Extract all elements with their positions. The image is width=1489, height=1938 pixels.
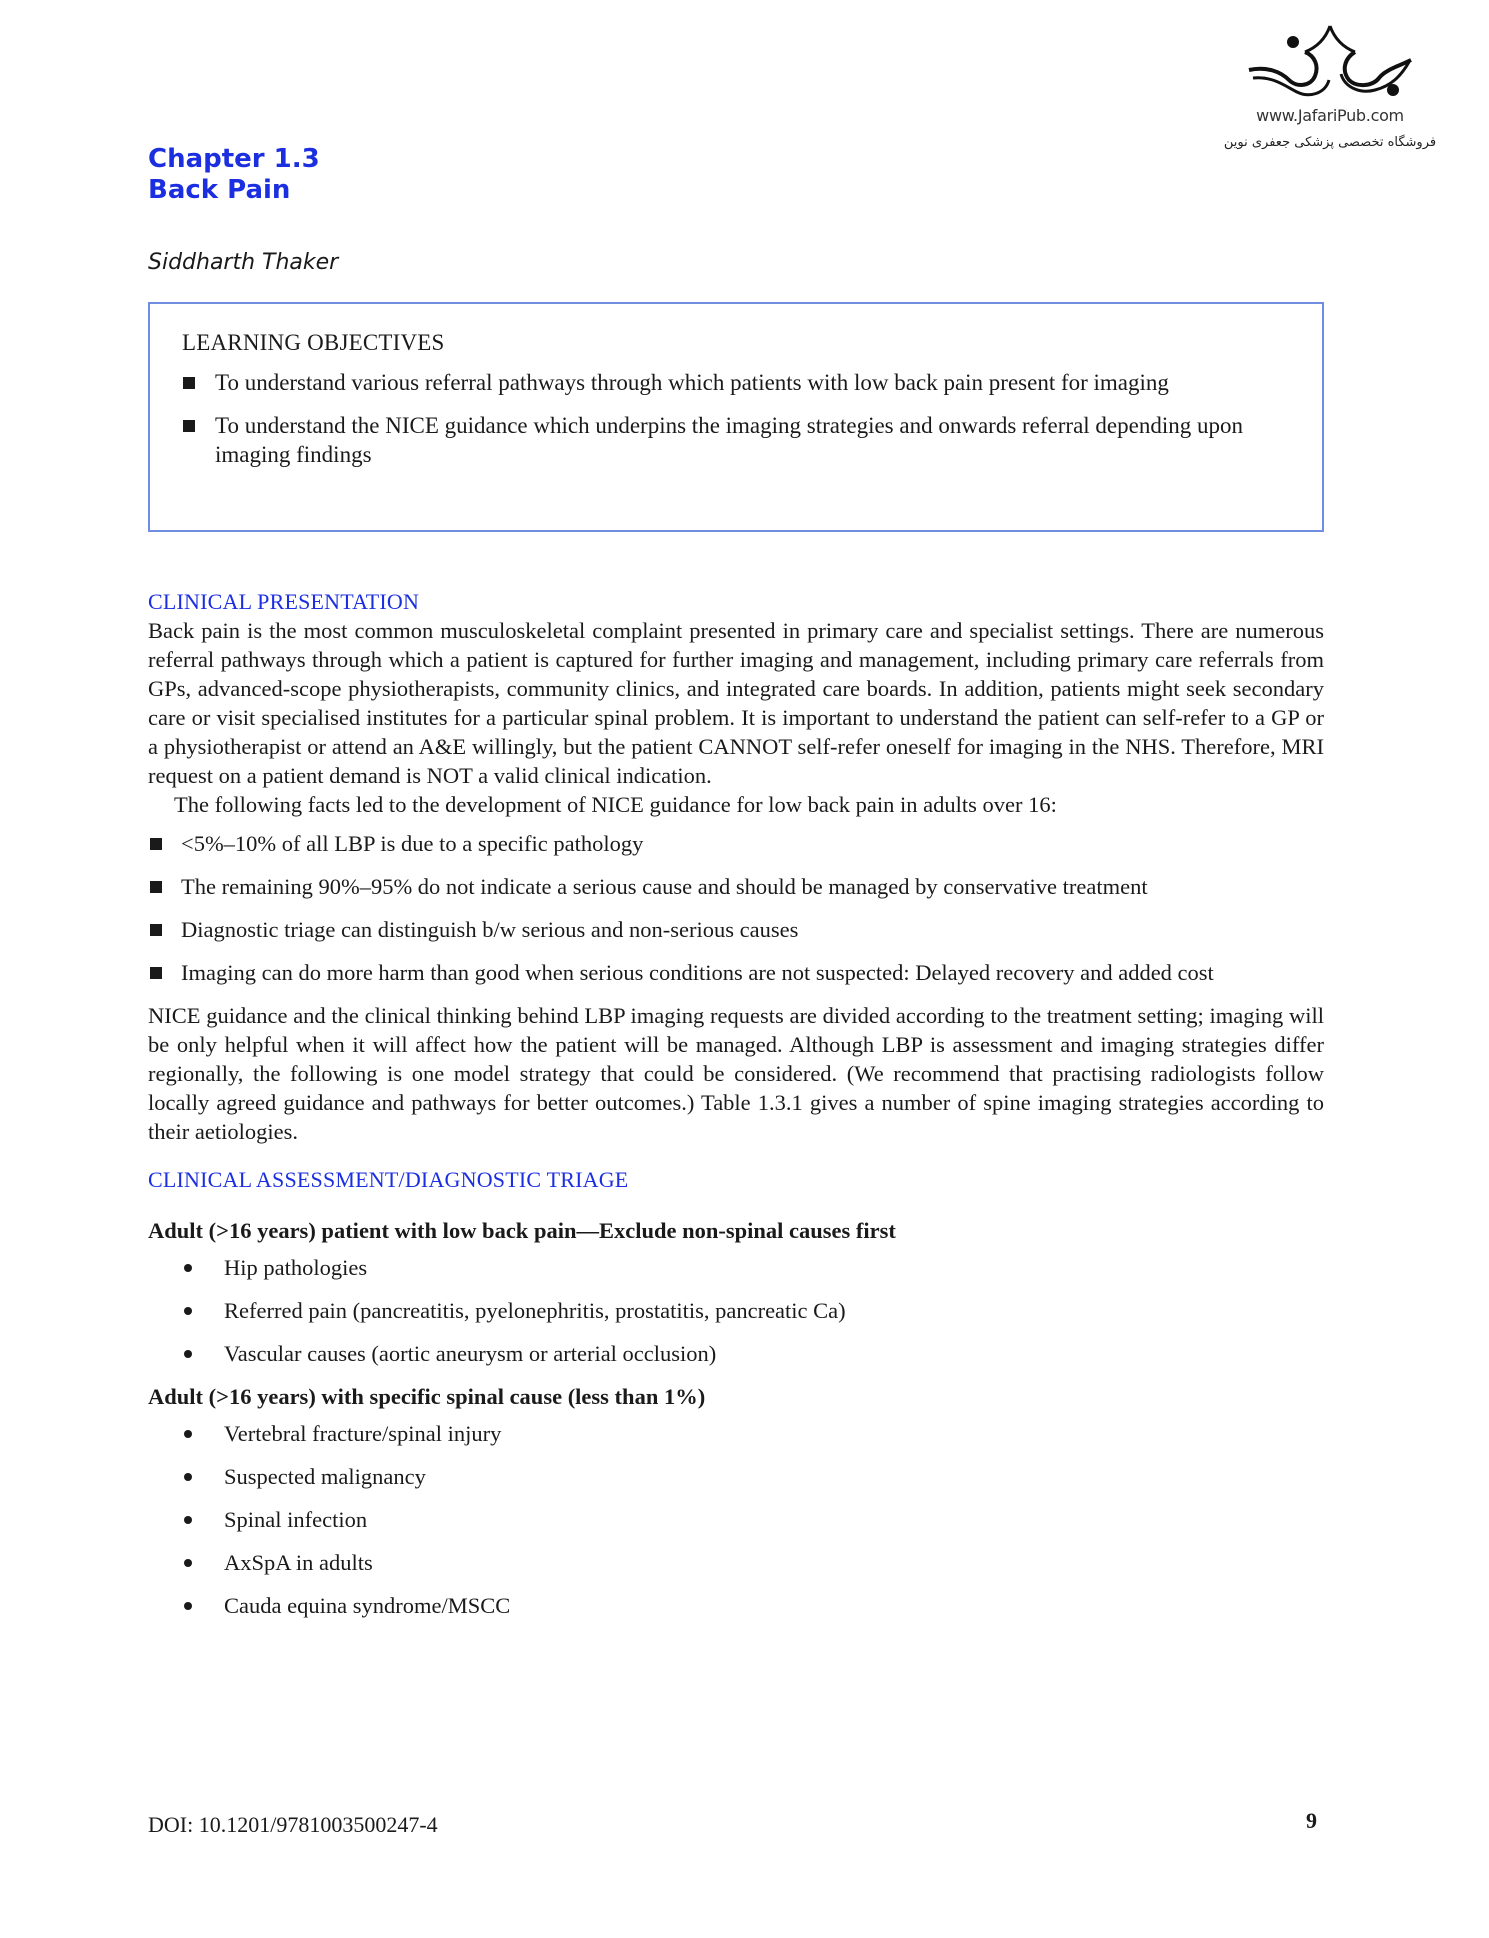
- paragraph: Back pain is the most common musculoskeletal complaint presented in primary care and specialist settings. There are numerous referral pathways through which a patient is captured for further imaging and management, including primary care referrals from GPs, advanced-scope physiotherapists, community clinics, and integrated care boards. In addition, patients might seek secondary care or visit specialised institutes for a particular spinal problem. It is important to understand the patient can self-refer to a GP or a physiotherapist or attend an A&E willingly, but the patient CANNOT self-refer oneself for imaging in the NHS. Therefore, MRI request on a patient demand is NOT a valid clinical indication.: [148, 618, 1324, 788]
- bullet-icon: [184, 1602, 192, 1610]
- subheading-specific-spinal-cause: Adult (>16 years) with specific spinal cause (less than 1%): [148, 1384, 706, 1409]
- square-bullet-icon: [150, 967, 162, 979]
- list-item-text: Vascular causes (aortic aneurysm or arterial occlusion): [224, 1341, 717, 1366]
- non-spinal-causes-list: [148, 1253, 1324, 1368]
- objective-text: To understand the NICE guidance which underpins the imaging strategies and onwards referral depending upon imaging findings: [215, 413, 1243, 467]
- bullet-icon: [184, 1264, 192, 1272]
- chapter-heading: [148, 144, 320, 206]
- list-item: [148, 1253, 1324, 1282]
- list-item-text: Hip pathologies: [224, 1255, 368, 1280]
- subheading-non-spinal-causes: Adult (>16 years) patient with low back pain—Exclude non-spinal causes first: [148, 1218, 896, 1243]
- list-item-text: <5%–10% of all LBP is due to a specific pathology: [181, 831, 644, 856]
- list-item: [148, 829, 1324, 858]
- bullet-icon: [184, 1307, 192, 1315]
- list-item: [148, 1591, 1324, 1620]
- objective-item: [182, 368, 1290, 397]
- bullet-icon: [184, 1350, 192, 1358]
- ornament-logo-icon: [1245, 22, 1415, 104]
- section-heading-clinical-presentation: CLINICAL PRESENTATION: [148, 589, 420, 614]
- square-bullet-icon: [183, 420, 195, 432]
- list-item-text: Suspected malignancy: [224, 1464, 426, 1489]
- page-number: 9: [1306, 1808, 1317, 1833]
- list-item: [148, 1548, 1324, 1577]
- list-item: [148, 915, 1324, 944]
- list-item-text: Vertebral fracture/spinal injury: [224, 1421, 502, 1446]
- learning-objectives-title: LEARNING OBJECTIVES: [182, 330, 445, 355]
- list-item: [148, 1419, 1324, 1448]
- bullet-icon: [184, 1473, 192, 1481]
- list-item: [148, 872, 1324, 901]
- facts-list: [148, 829, 1324, 987]
- chapter-title: Back Pain: [148, 175, 291, 205]
- list-item-text: Cauda equina syndrome/MSCC: [224, 1593, 511, 1618]
- section-heading-clinical-assessment: CLINICAL ASSESSMENT/DIAGNOSTIC TRIAGE: [148, 1167, 629, 1192]
- list-item-text: Referred pain (pancreatitis, pyelonephritis, prostatitis, pancreatic Ca): [224, 1298, 846, 1323]
- publisher-logo: [1210, 22, 1450, 172]
- objective-text: To understand various referral pathways through which patients with low back pain present for imaging: [215, 370, 1169, 395]
- bullet-icon: [184, 1559, 192, 1567]
- square-bullet-icon: [183, 377, 195, 389]
- learning-objectives-box: [148, 302, 1324, 532]
- logo-tagline: فروشگاه تخصصی پزشکی جعفری نوین: [1223, 135, 1437, 150]
- list-item-text: Imaging can do more harm than good when serious conditions are not suspected: Delayed recovery and added cost: [181, 960, 1214, 985]
- logo-url-text: www.JafariPub.com: [1256, 106, 1404, 125]
- objective-item: [182, 411, 1290, 469]
- bullet-icon: [184, 1516, 192, 1524]
- doi-footer: DOI: 10.1201/9781003500247-4: [148, 1812, 438, 1837]
- list-item-text: AxSpA in adults: [224, 1550, 373, 1575]
- list-item: [148, 1296, 1324, 1325]
- paragraph: NICE guidance and the clinical thinking behind LBP imaging requests are divided according to the treatment setting; imaging will be only helpful when it will affect how the patient will be managed. Although LBP is assessment and imaging strategies differ regionally, the following is one model strategy that could be considered. (We recommend that practising radiologists follow locally agreed guidance and pathways for better outcomes.) Table 1.3.1 gives a number of spine imaging strategies according to their aetiologies.: [148, 1003, 1324, 1144]
- list-item-text: The remaining 90%–95% do not indicate a serious cause and should be managed by conservative treatment: [181, 874, 1148, 899]
- list-item: [148, 1339, 1324, 1368]
- paragraph: The following facts led to the development of NICE guidance for low back pain in adults over 16:: [174, 792, 1057, 817]
- list-item: [148, 1505, 1324, 1534]
- chapter-number: Chapter 1.3: [148, 144, 320, 174]
- list-item-text: Spinal infection: [224, 1507, 368, 1532]
- specific-spinal-causes-list: [148, 1419, 1324, 1620]
- list-item: [148, 1462, 1324, 1491]
- square-bullet-icon: [150, 881, 162, 893]
- bullet-icon: [184, 1430, 192, 1438]
- list-item-text: Diagnostic triage can distinguish b/w serious and non-serious causes: [181, 917, 799, 942]
- square-bullet-icon: [150, 924, 162, 936]
- square-bullet-icon: [150, 838, 162, 850]
- list-item: [148, 958, 1324, 987]
- main-content: [148, 588, 1324, 1634]
- chapter-author: Siddharth Thaker: [148, 250, 339, 275]
